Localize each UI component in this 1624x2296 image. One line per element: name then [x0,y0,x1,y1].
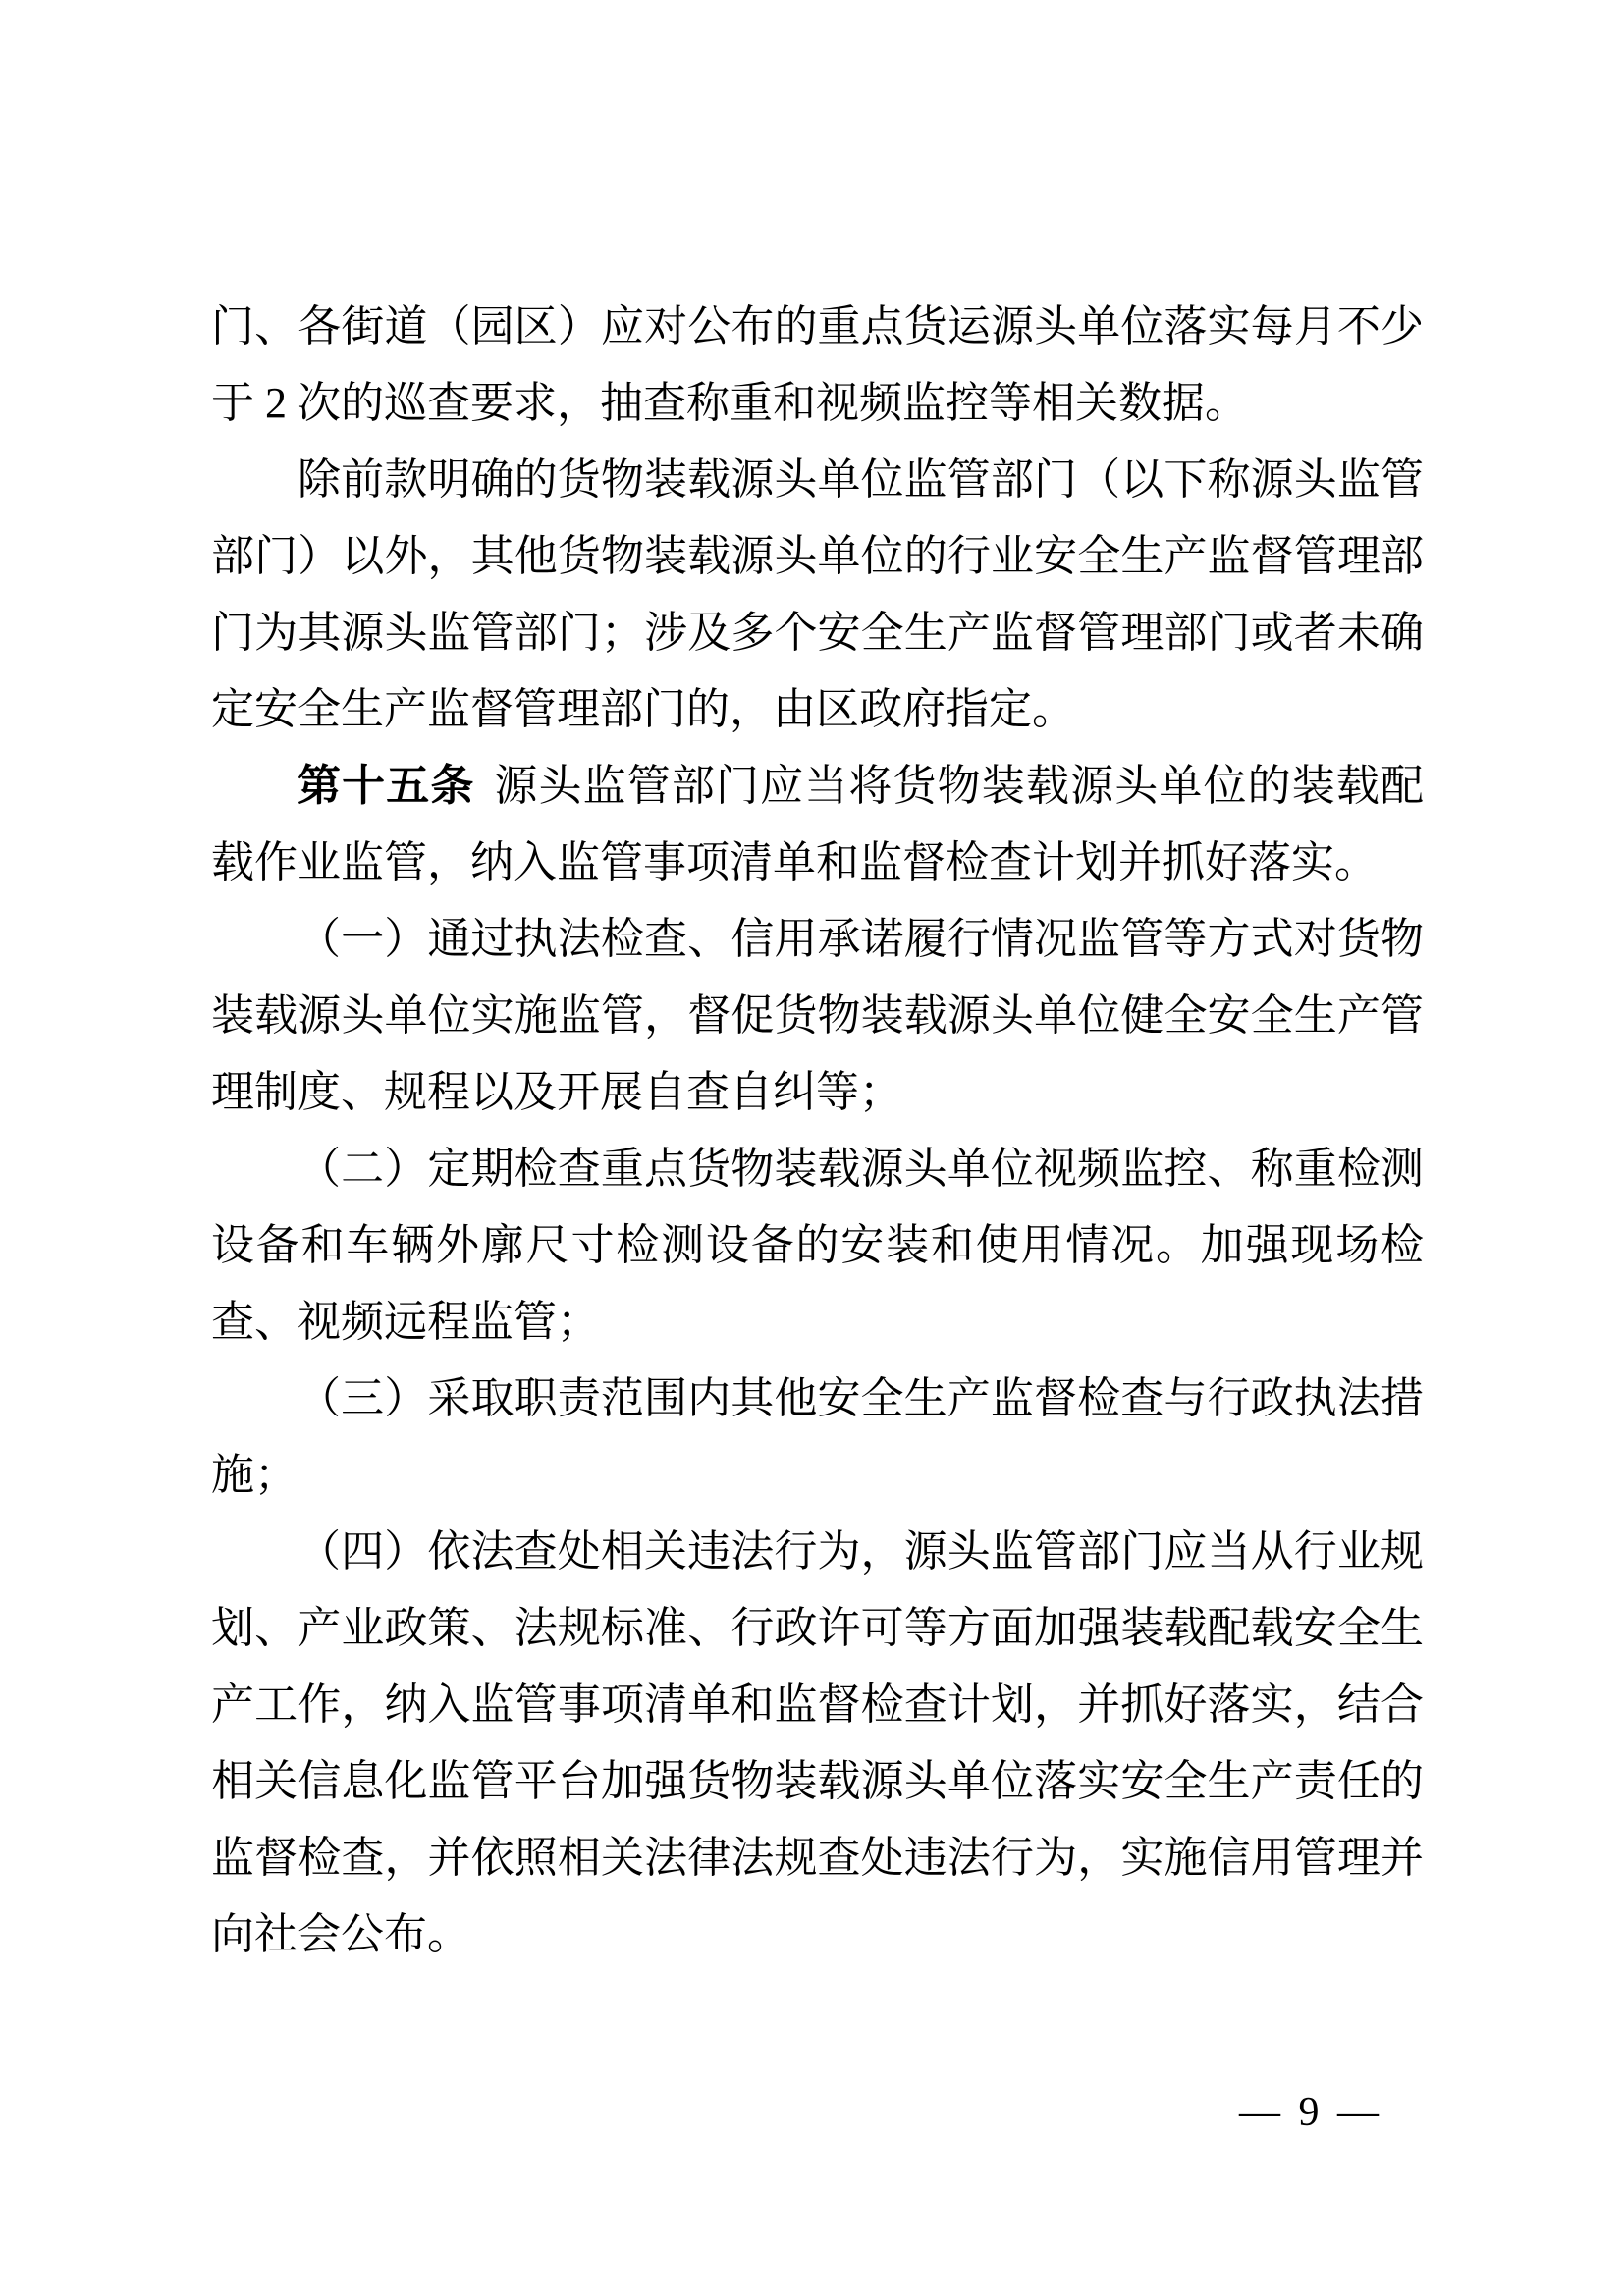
paragraph: （三）采取职责范围内其他安全生产监督检查与行政执法措施； [211,1374,1424,1499]
paragraph: （一）通过执法检查、信用承诺履行情况监管等方式对货物装载源头单位实施监管，督促货物装载源头单位健全安全生产管理制度、规程以及开展自查自纠等； [211,915,1424,1116]
page-number-label: — 9 — [1239,2090,1382,2135]
paragraph: 除前款明确的货物装载源头单位监管部门（以下称源头监管部门）以外，其他货物装载源头单位的行业安全生产监督管理部门为其源头监管部门；涉及多个安全生产监督管理部门或者未确定安全生产监督管理部门的，由区政府指定。 [211,455,1424,733]
paragraph: 第十五条 源头监管部门应当将货物装载源头单位的装载配载作业监管，纳入监管事项清单和监督检查计划并抓好落实。 [211,762,1425,886]
article-number: 第十五条 [298,762,475,810]
paragraph: （二）定期检查重点货物装载源头单位视频监控、称重检测设备和车辆外廓尺寸检测设备的安装和使用情况。加强现场检查、视频远程监管； [211,1145,1424,1346]
paragraph: （四）依法查处相关违法行为，源头监管部门应当从行业规划、产业政策、法规标准、行政许可等方面加强装载配载安全生产工作，纳入监管事项清单和监督检查计划，并抓好落实，结合相关信息化监管平台加强货物装载源头单位落实安全生产责任的监督检查，并依照相关法律法规查处违法行为，实施信用管理并向社会公布。 [211,1527,1424,1958]
paragraph: 门、各街道（园区）应对公布的重点货运源头单位落实每月不少于 2 次的巡查要求，抽查称重和视频监控等相关数据。 [211,302,1424,427]
document-body [211,289,1424,1973]
